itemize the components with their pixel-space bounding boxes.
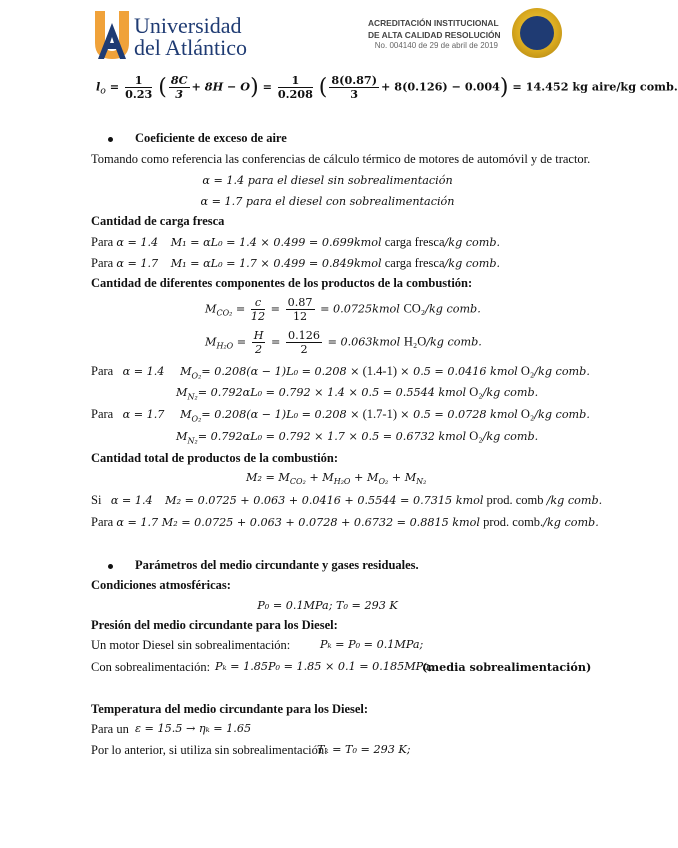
- university-logo: [92, 9, 248, 61]
- university-name-line2: del Atlántico: [134, 35, 248, 60]
- bullet-icon: [108, 564, 113, 569]
- exceso-intro: Tomando como referencia las conferencias de cálculo térmico de motores de automóvil y de tractor.: [91, 152, 591, 166]
- equation-m2: $M_2 = M_{CO_2} + M_{H_2O} + M_{O_2} + M_{N_2}$: [246, 471, 427, 487]
- accreditation-line1: ACREDITACIÓN INSTITUCIONAL: [368, 18, 499, 28]
- mo2-alpha-17: Para α = 1.7 $M_{O_2}= 0.208(\alpha - 1)L_0 = 0.208 \times (1.7-1) \times 0.5 = 0.0728$ kmol O₂/kg comb.: [91, 407, 590, 424]
- mn2-alpha-17: $M_{N_2}= 0.792\alpha L_0 = 0.792 \times 1.7 \times 0.5 = 0.6732$ kmol O₂/kg comb.: [176, 429, 539, 446]
- university-name-line1: Universidad: [134, 13, 242, 38]
- temperatura-line-2-eq: Tₖ = T₀ = 293 K;: [317, 743, 411, 756]
- condiciones-title: Condiciones atmosféricas:: [91, 578, 231, 592]
- presion-line-1: Un motor Diesel sin sobrealimentación:: [91, 638, 291, 652]
- section-total-title: Cantidad total de productos de la combustión:: [91, 451, 339, 465]
- temperatura-line-2: Por lo anterior, si utiliza sin sobrealimentación:: [91, 743, 328, 757]
- temperatura-line-1-eq: ε = 15.5 → ηₖ = 1.65: [135, 722, 252, 735]
- mo2-alpha-14: Para α = 1.4 $M_{O_2}= 0.208(\alpha - 1)L_0 = 0.208 \times (1.4-1) \times 0.5 = 0.0416$ kmol O₂/kg comb.: [91, 364, 590, 381]
- mn2-alpha-14: $M_{N_2}= 0.792\alpha L_0 = 0.792 \times 1.4 \times 0.5 = 0.5544$ kmol O₂/kg comb.: [176, 385, 539, 402]
- m2-para-17: Para α = 1.7 M₂ = 0.0725 + 0.063 + 0.0728 + 0.6732 = 0.8815 kmol prod. comb./kg comb.: [91, 515, 599, 529]
- carga-line-1: Para α = 1.4 M₁ = αL₀ = 1.4 × 0.499 = 0.699kmol carga fresca/kg comb.: [91, 235, 501, 249]
- presion-line-2: Con sobrealimentación:: [91, 660, 211, 674]
- accreditation-line3: No. 004140 de 29 de abril de 2019: [374, 41, 498, 50]
- section-componentes-title: Cantidad de diferentes componentes de los productos de la combustión:: [91, 276, 473, 290]
- temperatura-line-1: Para un: [91, 722, 129, 736]
- condiciones-equation: P₀ = 0.1MPa; T₀ = 293 K: [257, 599, 398, 612]
- m2-si-14: Si α = 1.4 M₂ = 0.0725 + 0.063 + 0.0416 + 0.5544 = 0.7315 kmol prod. comb /kg comb.: [91, 493, 603, 507]
- accreditation-line2: DE ALTA CALIDAD RESOLUCIÓN: [368, 30, 501, 40]
- university-logo-mark-icon: [92, 9, 132, 61]
- presion-line-2-eq: Pₖ = 1.85P₀ = 1.85 × 0.1 = 0.185MPa;: [215, 660, 434, 673]
- presion-line-2-tail: (media sobrealimentación): [422, 660, 592, 674]
- presion-line-1-eq: Pₖ = P₀ = 0.1MPa;: [320, 638, 424, 651]
- alpha-con: α = 1.7 para el diesel con sobrealimentación: [200, 195, 455, 208]
- alpha-sin: α = 1.4 para el diesel sin sobrealimentación: [202, 174, 453, 187]
- section-exceso-title: Coeficiente de exceso de aire: [108, 131, 287, 146]
- equation-lo: $l_o$ = $\frac{1}{0.23}$ ( $\frac{8C}{3}$ + 8H − O) = $\frac{1}{0.208}$ ( $\frac{8(0.87)}{3}$ + 8(0.126) − 0.004) = 14.452 kg aire/kg comb.: [96, 73, 678, 101]
- section-carga-title: Cantidad de carga fresca: [91, 214, 225, 228]
- carga-line-2: Para α = 1.7 M₁ = αL₀ = 1.7 × 0.499 = 0.849kmol carga fresca/kg comb.: [91, 256, 501, 270]
- presion-title: Presión del medio circundante para los Diesel:: [91, 618, 338, 632]
- bullet-icon: [108, 137, 113, 142]
- accreditation-seal-icon: [512, 8, 562, 58]
- temperatura-title: Temperatura del medio circundante para los Diesel:: [91, 702, 369, 716]
- equation-mh2o: $M_{H_2O}$ = $\frac{H}{2}$ = $\frac{0.126}{2}$ = 0.063kmol H₂O/kg comb.: [205, 329, 482, 356]
- equation-mco2: $M_{CO_2}$ = $\frac{c}{12}$ = $\frac{0.87}{12}$ = 0.0725kmol CO₂/kg comb.: [205, 296, 481, 323]
- section-medio-title: Parámetros del medio circundante y gases residuales.: [108, 558, 419, 573]
